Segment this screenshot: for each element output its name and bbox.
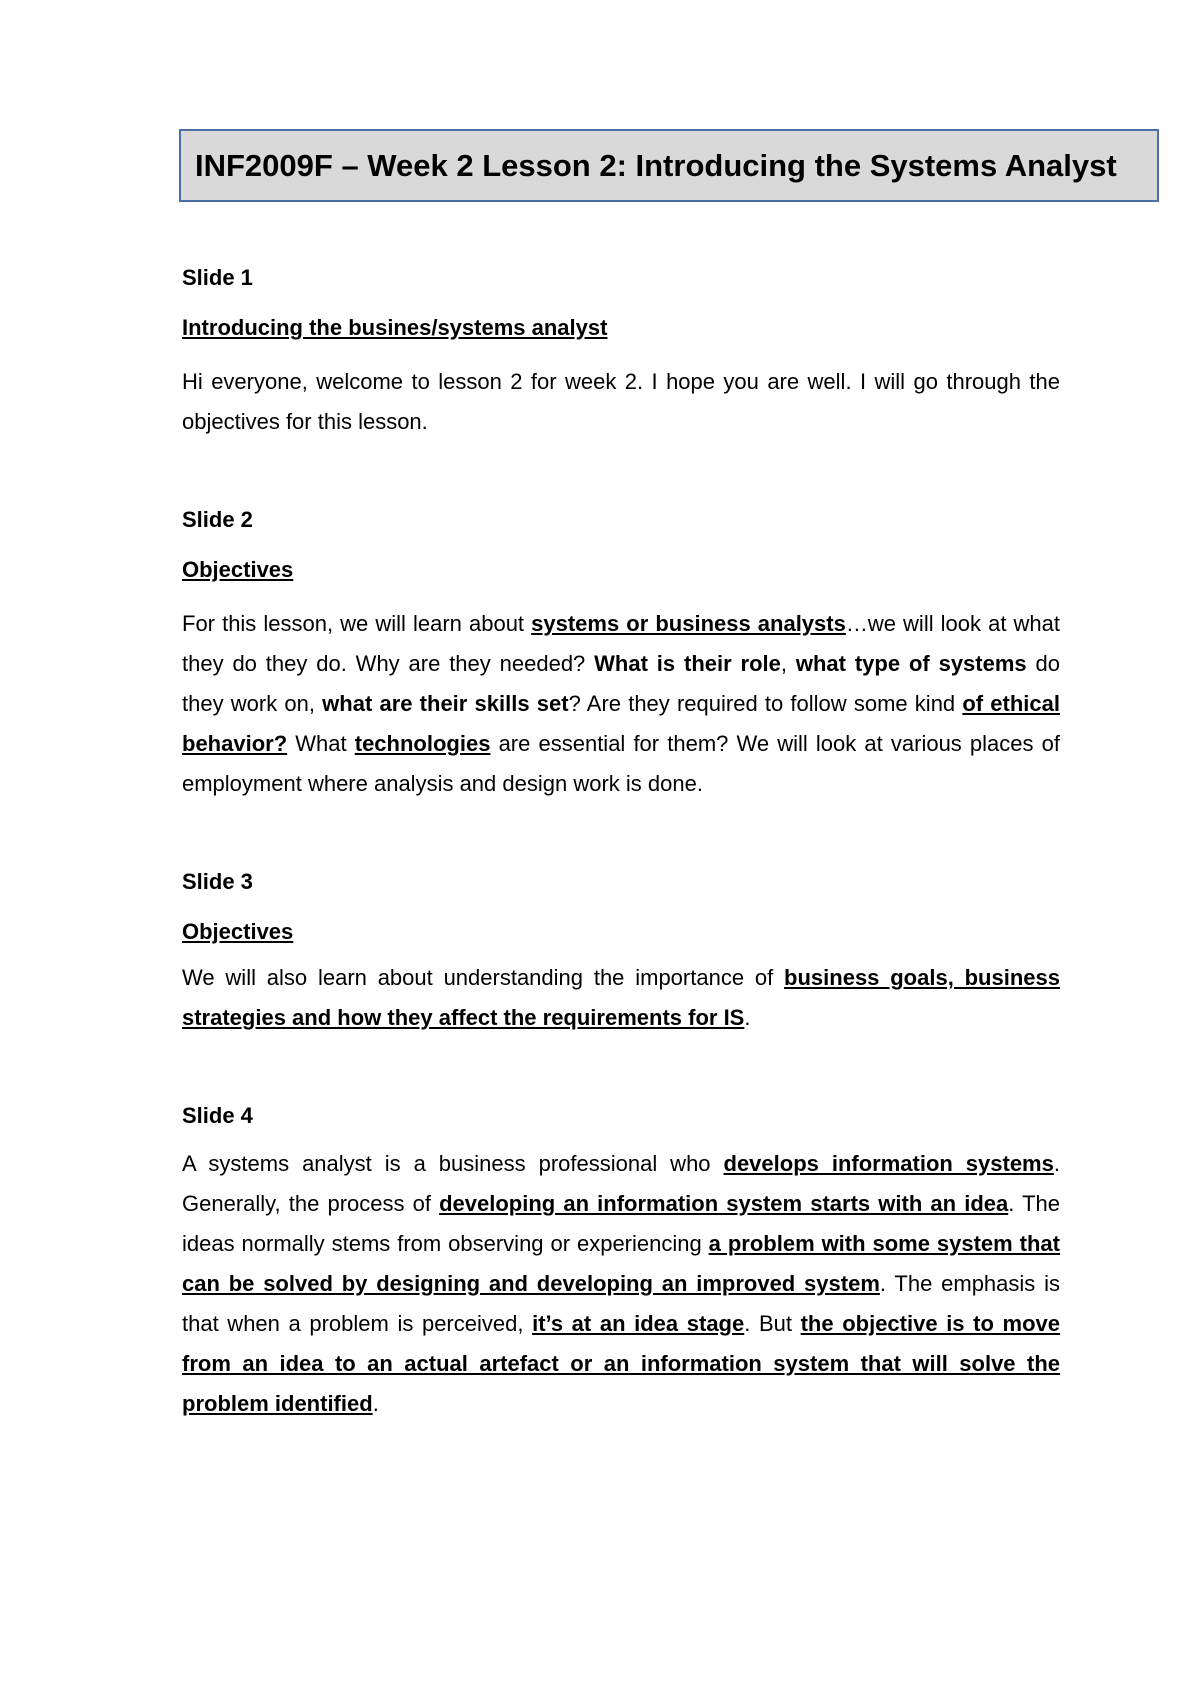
slide-1-section <box>182 262 1060 442</box>
slide-3-emphasis: business goals, business strategies and how they affect the requirements for IS <box>182 965 1060 1030</box>
slide-3-text-part: We will also learn about understanding the importance of <box>182 965 785 990</box>
spacer <box>182 804 1060 866</box>
slide-2-text <box>182 604 1060 804</box>
slide-4-text-part: . Generally, the process of <box>182 1151 1060 1216</box>
slide-2-text-part: ? Are they required to follow some kind <box>568 691 963 716</box>
slide-1-subtitle: Introducing the busines/systems analyst <box>182 315 608 340</box>
slide-4-text-part: A systems analyst is a business professional who <box>182 1151 724 1176</box>
slide-4-text <box>182 1144 1060 1424</box>
slide-2-subtitle: Objectives <box>182 557 294 582</box>
slide-1-text: Hi everyone, welcome to lesson 2 for week 2. I hope you are well. I will go through the objectives for this lesson. <box>182 369 1060 434</box>
slide-4-emphasis: it’s at an idea stage <box>532 1311 745 1336</box>
slide-2-bold: what type of systems <box>795 651 1027 676</box>
slide-2-emphasis: of ethical behavior? <box>182 691 1061 756</box>
slide-2-bold: What is their role <box>594 651 781 676</box>
slide-1-heading: Slide 1 <box>182 265 253 290</box>
slide-4-heading: Slide 4 <box>182 1103 253 1128</box>
slide-2-text-part: For this lesson, we will learn about <box>182 611 532 636</box>
slide-2-text-part: What <box>287 731 355 756</box>
spacer <box>182 442 1060 504</box>
slide-4-text-part: . But <box>744 1311 801 1336</box>
slide-2-emphasis: technologies <box>354 731 491 756</box>
slide-2-text-part: do they work on, <box>182 651 1060 716</box>
slide-3-text <box>182 958 1060 1038</box>
slide-4-emphasis: develops information systems <box>723 1151 1054 1176</box>
spacer <box>182 1038 1060 1100</box>
slide-4-text-part: . The emphasis is that when a problem is perceived, <box>182 1271 1060 1336</box>
slide-4-section <box>182 1100 1060 1424</box>
slide-3-section <box>182 866 1060 1038</box>
slide-2-text-part: , <box>780 651 796 676</box>
slide-4-emphasis: a problem with some system that can be solved by designing and developing an improved system <box>182 1231 1060 1296</box>
slide-4-emphasis: the objective is to move from an idea to an actual artefact or an information system that will solve the problem identified <box>182 1311 1060 1416</box>
slide-2-section <box>182 504 1060 804</box>
slide-3-subtitle: Objectives <box>182 919 294 944</box>
document-title: INF2009F – Week 2 Lesson 2: Introducing the Systems Analyst <box>195 147 1117 183</box>
slide-2-text-part: are essential for them? We will look at various places of employment where analysis and design work is done. <box>182 731 1060 796</box>
slide-4-text-part: . The ideas normally stems from observing or experiencing <box>182 1191 1060 1256</box>
slide-3-heading: Slide 3 <box>182 869 253 894</box>
slide-3-text-part: . <box>744 1005 751 1030</box>
document-title-box <box>179 129 1159 202</box>
slide-4-emphasis: developing an information system starts with an idea <box>439 1191 1009 1216</box>
slide-2-heading: Slide 2 <box>182 507 253 532</box>
slide-2-bold: what are their skills set <box>322 691 569 716</box>
slide-2-text-part: …we will look at what they do they do. Why are they needed? <box>182 611 1060 676</box>
document-body <box>182 262 1060 1424</box>
slide-4-text-part: . <box>372 1391 379 1416</box>
slide-2-emphasis: systems or business analysts <box>531 611 846 636</box>
